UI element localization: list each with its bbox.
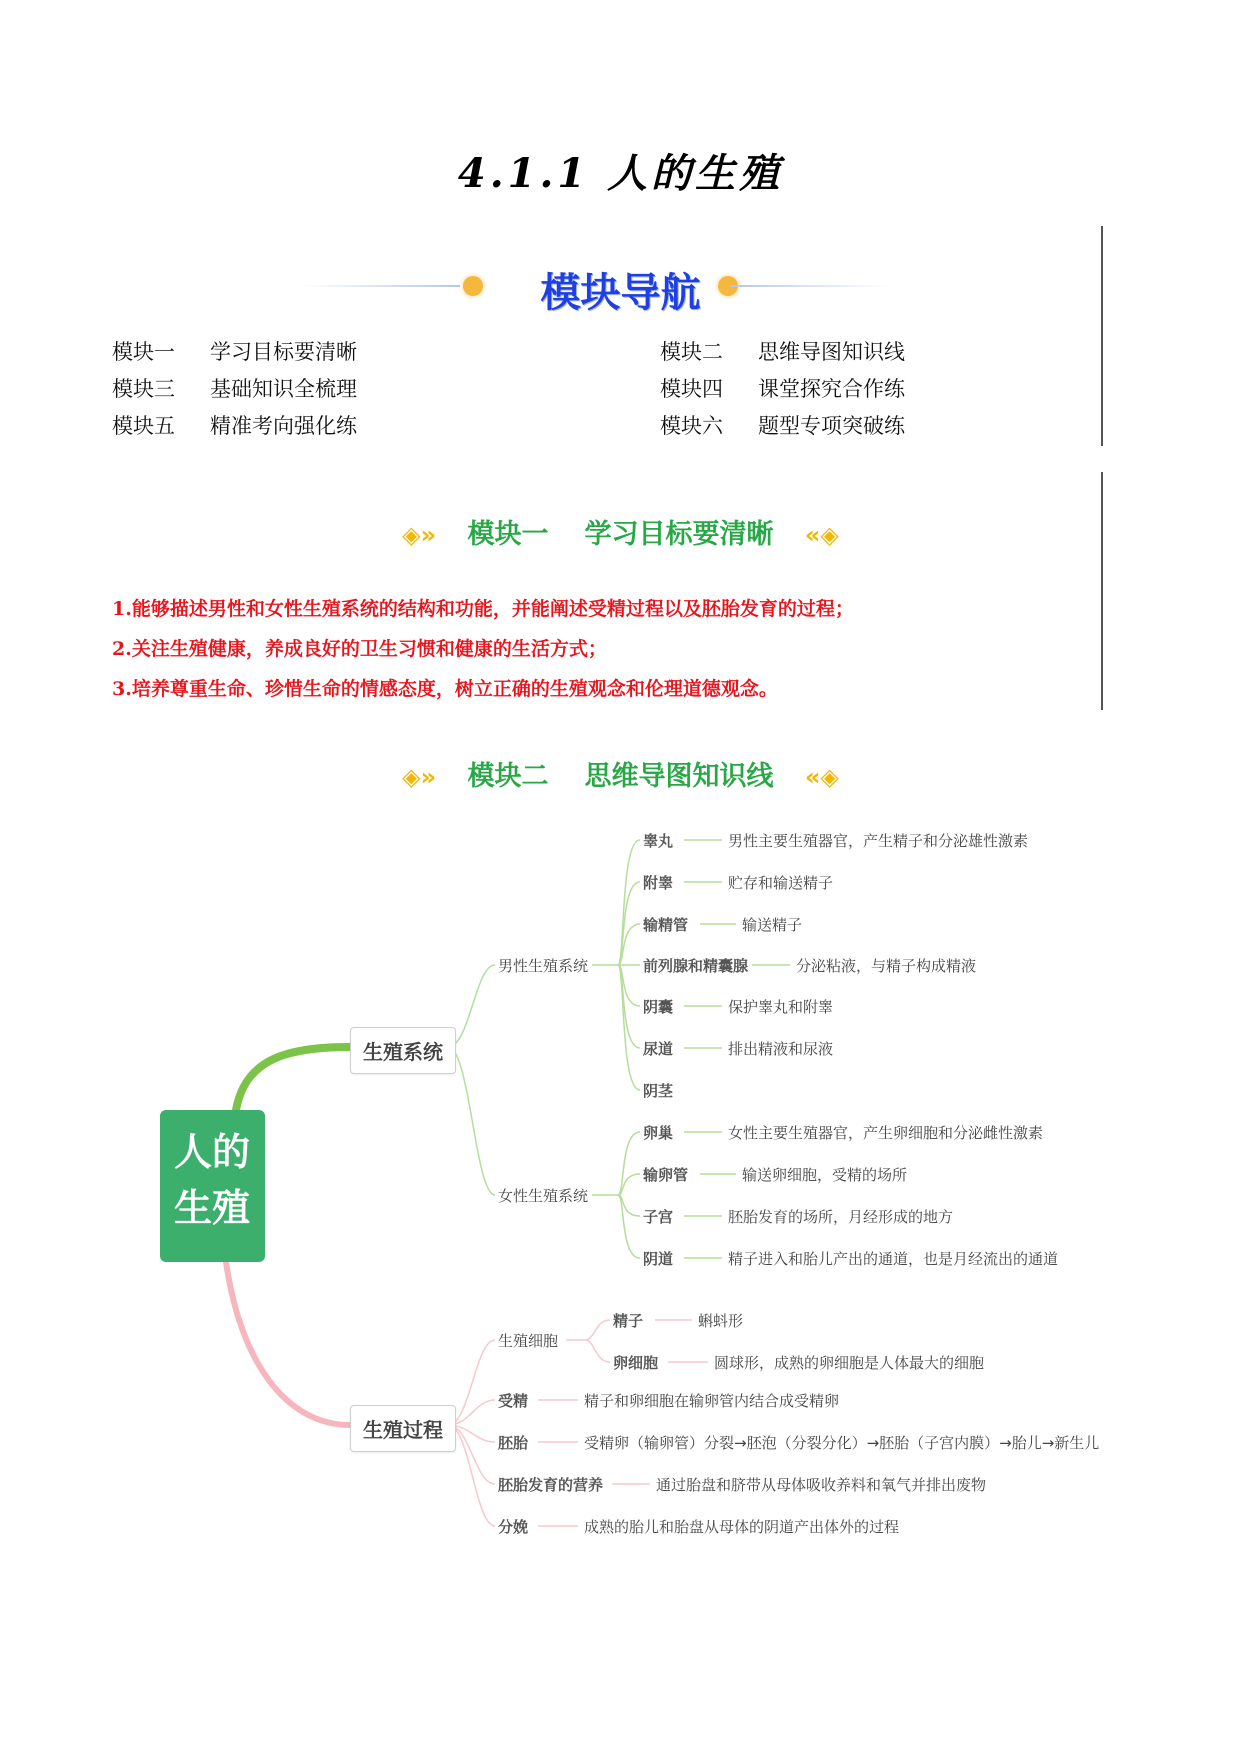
nav-module-title: 课堂探究合作练 [758, 377, 905, 401]
male-item-desc: 输送精子 [742, 916, 803, 934]
nav-module-title: 基础知识全梳理 [210, 377, 357, 401]
male-item-desc: 排出精液和尿液 [728, 1040, 834, 1058]
female-item-name: 输卵管 [643, 1166, 689, 1184]
nav-module-label: 模块二 [660, 340, 723, 364]
male-item-name: 睾丸 [643, 832, 674, 850]
male-item-name: 尿道 [643, 1040, 674, 1058]
process-item-name: 胚胎 [498, 1434, 529, 1452]
objective-3: 3.培养尊重生命、珍惜生命的情感态度，树立正确的生殖观念和伦理道德观念。 [112, 678, 778, 700]
section2-module: 模块二 [467, 761, 549, 792]
nav-module-title: 精准考向强化练 [210, 414, 357, 438]
nav-heading: 模块导航 [540, 270, 701, 316]
nav-module-label: 模块一 [112, 340, 175, 364]
section1-module: 模块一 [467, 519, 549, 550]
objective-2: 2.关注生殖健康，养成良好的卫生习惯和健康的生活方式； [112, 638, 607, 660]
diamond-arrow-left-icon: «◈ [804, 763, 839, 791]
male-item-name: 前列腺和精囊腺 [643, 957, 749, 975]
nav-module-title: 学习目标要清晰 [210, 340, 357, 364]
female-item-desc: 精子进入和胎儿产出的通道，也是月经流出的通道 [728, 1250, 1059, 1268]
male-item-name: 阴茎 [643, 1082, 674, 1100]
female-system-label: 女性生殖系统 [498, 1187, 589, 1205]
branch-reproductive-system: 生殖系统 [350, 1027, 456, 1074]
male-item-name: 阴囊 [643, 998, 674, 1016]
process-item-desc: 成熟的胎儿和胎盘从母体的阴道产出体外的过程 [584, 1518, 900, 1536]
diamond-arrow-right-icon: ◈» [402, 521, 437, 549]
female-item-desc: 女性主要生殖器官，产生卵细胞和分泌雌性激素 [728, 1124, 1044, 1142]
root-label-line1: 人的 [174, 1130, 251, 1174]
process-item-name: 胚胎发育的营养 [498, 1476, 604, 1494]
male-item-name: 输精管 [643, 916, 689, 934]
diamond-arrow-left-icon: «◈ [804, 521, 839, 549]
male-item-name: 附睾 [643, 874, 674, 892]
mindmap-root [160, 1110, 265, 1262]
nav-module-label: 模块三 [112, 377, 175, 401]
process-item-desc: 精子和卵细胞在输卵管内结合成受精卵 [584, 1392, 840, 1410]
process-item-desc: 通过胎盘和脐带从母体吸收养料和氧气并排出废物 [656, 1476, 987, 1494]
document-title: 4.1.1 人的生殖 [457, 150, 784, 197]
nav-module-title: 题型专项突破练 [758, 414, 905, 438]
germ-cell-desc: 蝌蚪形 [698, 1312, 744, 1330]
male-item-desc: 保护睾丸和附睾 [728, 998, 834, 1016]
female-item-desc: 胚胎发育的场所，月经形成的地方 [728, 1208, 954, 1226]
germ-cell-name: 精子 [613, 1312, 644, 1330]
nav-module-title: 思维导图知识线 [758, 340, 905, 364]
germ-cell-desc: 圆球形，成熟的卵细胞是人体最大的细胞 [714, 1354, 985, 1372]
male-system-label: 男性生殖系统 [498, 957, 589, 975]
male-item-desc: 贮存和输送精子 [728, 874, 834, 892]
section2-title: 思维导图知识线 [584, 761, 774, 792]
process-item-name: 分娩 [498, 1518, 529, 1536]
female-item-name: 卵巢 [643, 1124, 674, 1142]
nav-module-label: 模块六 [660, 414, 723, 438]
diamond-arrow-right-icon: ◈» [402, 763, 437, 791]
process-item-desc: 受精卵（输卵管）分裂→胚泡（分裂分化）→胚胎（子宫内膜）→胎儿→新生儿 [584, 1434, 1100, 1452]
branch-reproductive-process: 生殖过程 [350, 1405, 456, 1452]
nav-module-label: 模块四 [660, 377, 723, 401]
male-item-desc: 分泌粘液，与精子构成精液 [796, 957, 977, 975]
female-item-desc: 输送卵细胞，受精的场所 [742, 1166, 908, 1184]
germ-cell-name: 卵细胞 [613, 1354, 659, 1372]
objective-1: 1.能够描述男性和女性生殖系统的结构和功能，并能阐述受精过程以及胚胎发育的过程； [112, 598, 854, 620]
nav-module-label: 模块五 [112, 414, 175, 438]
process-item-name: 受精 [498, 1392, 529, 1410]
section1-title: 学习目标要清晰 [584, 519, 774, 550]
male-item-desc: 男性主要生殖器官，产生精子和分泌雄性激素 [728, 832, 1029, 850]
root-label-line2: 生殖 [174, 1186, 251, 1230]
female-item-name: 阴道 [643, 1250, 674, 1268]
female-item-name: 子宫 [643, 1208, 674, 1226]
germ-cells-label: 生殖细胞 [498, 1332, 559, 1350]
